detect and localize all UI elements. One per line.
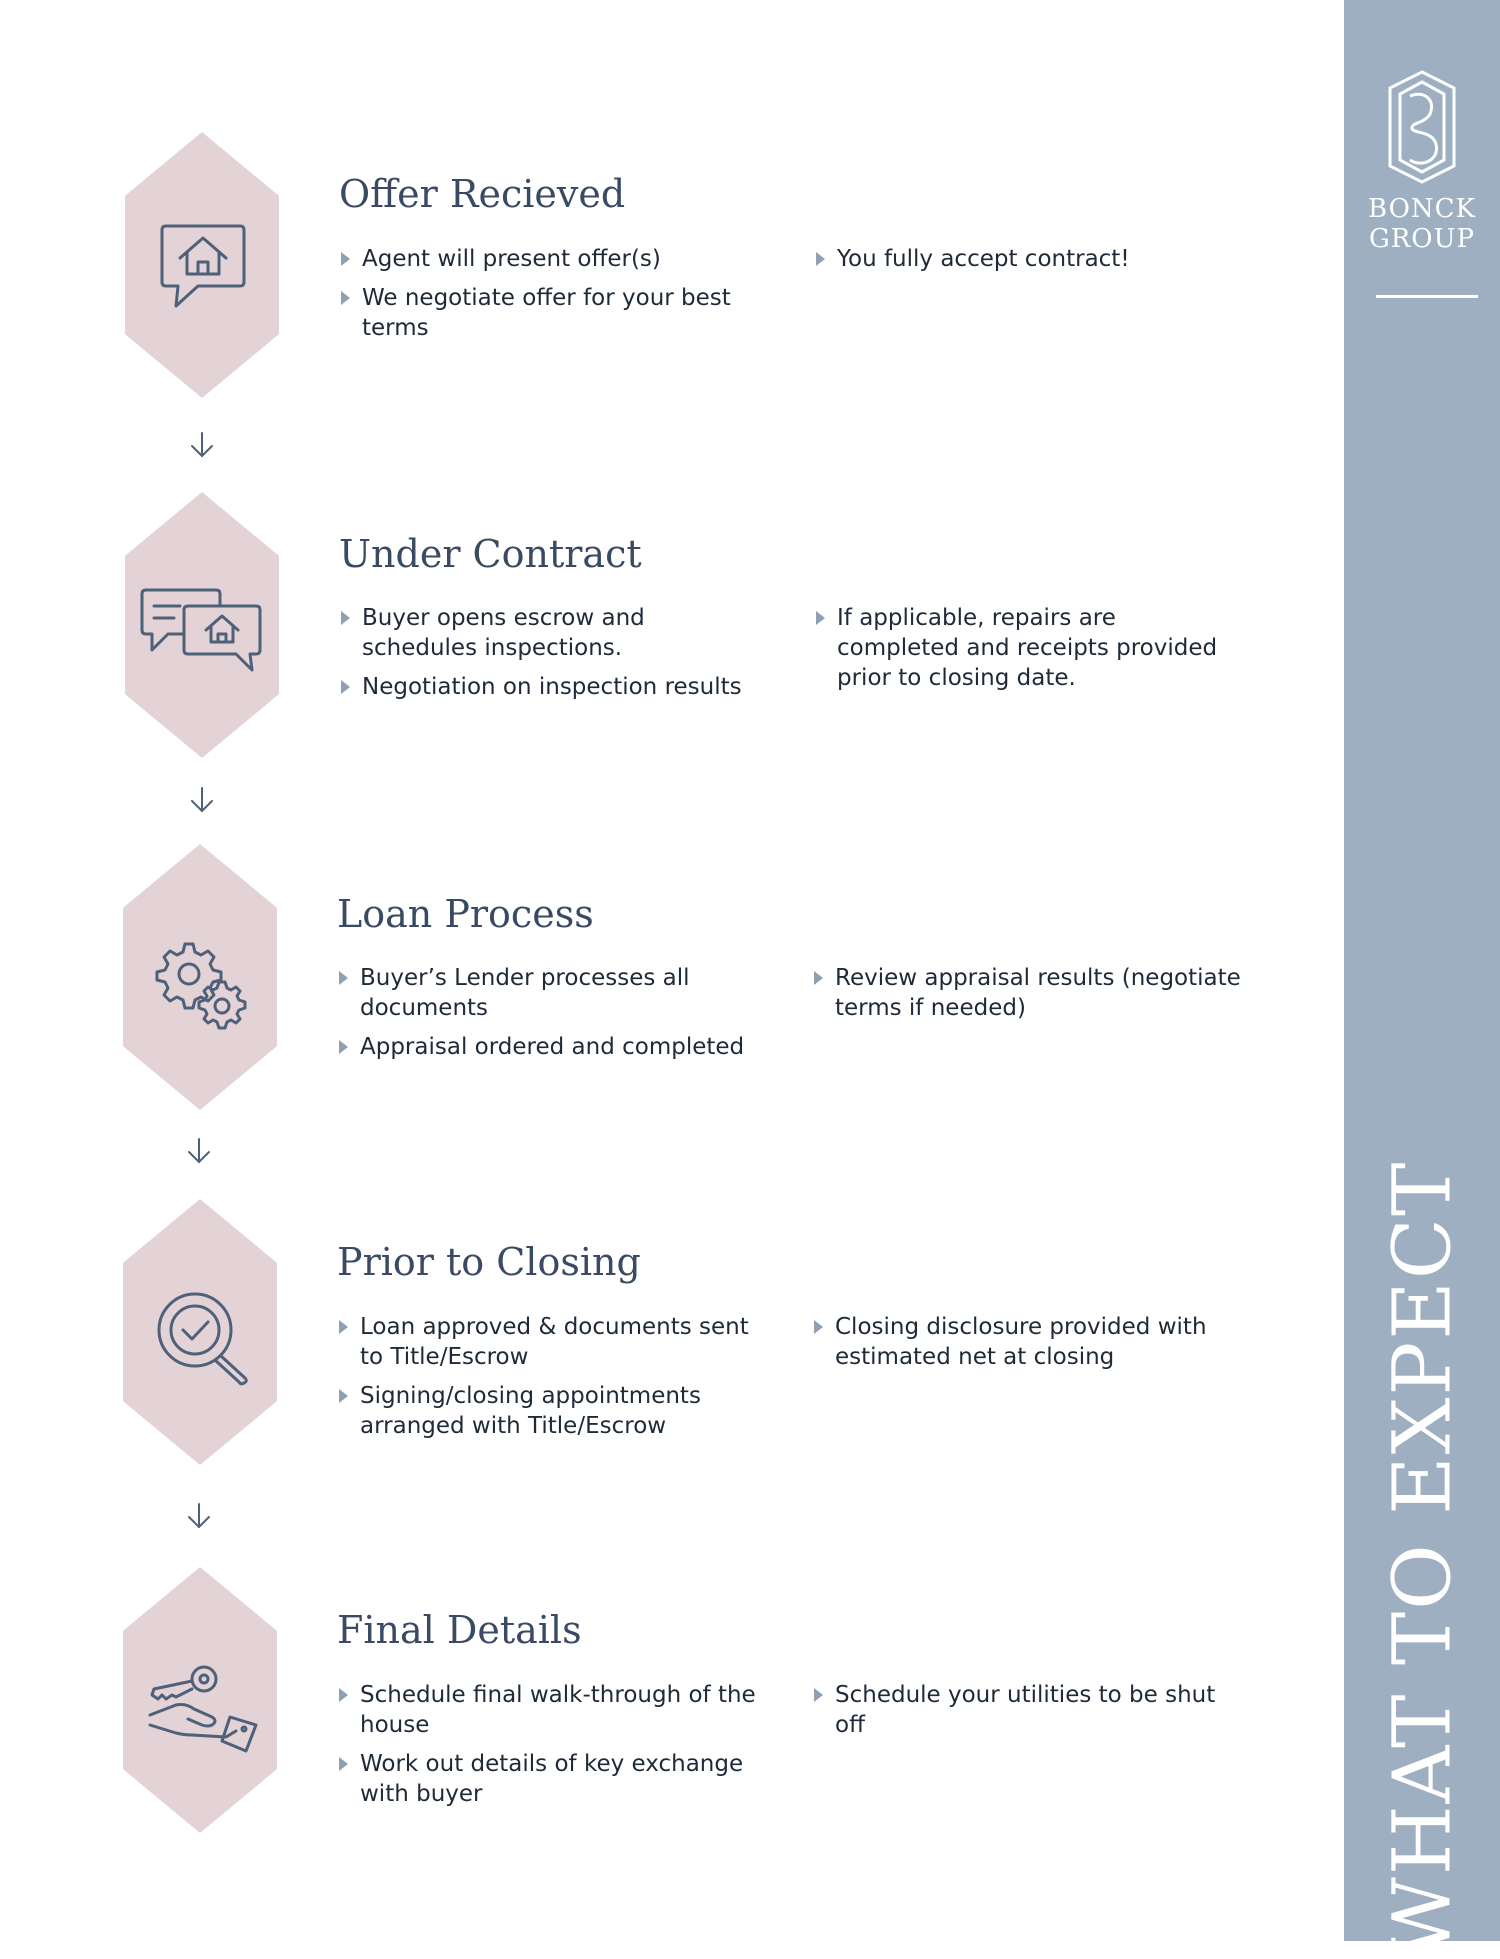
step-right-bullets [813, 963, 1243, 1032]
list-item: Closing disclosure provided with estimated net at closing [813, 1312, 1233, 1372]
list-item: If applicable, repairs are completed and receipts provided prior to closing date. [815, 603, 1235, 693]
brand-name-line2: GROUP [1368, 224, 1476, 254]
step-right-bullets [815, 603, 1235, 702]
step-left-bullets [338, 963, 758, 1071]
brand-name-line1: BONCK [1368, 194, 1476, 224]
arrow-down-icon [187, 430, 217, 460]
brand-monogram-icon [1384, 68, 1460, 186]
list-item: Agent will present offer(s) [340, 244, 740, 274]
key-hand-icon [146, 1659, 258, 1755]
list-item: Buyer’s Lender processes all documents [338, 963, 758, 1023]
list-item: Work out details of key exchange with buyer [338, 1749, 758, 1809]
step-left-bullets [340, 603, 760, 711]
sidebar [1344, 0, 1500, 1959]
list-item: We negotiate offer for your best terms [340, 283, 740, 343]
step-left-bullets [338, 1312, 758, 1450]
step-title: Prior to Closing [337, 1240, 641, 1284]
list-item: Review appraisal results (negotiate terms if needed) [813, 963, 1243, 1023]
logo-divider [1376, 295, 1478, 298]
page-title: WHAT TO EXPECT [1375, 1160, 1469, 1959]
step-right-bullets [813, 1680, 1233, 1749]
list-item: Schedule final walk-through of the house [338, 1680, 758, 1740]
arrow-down-icon [184, 1501, 214, 1531]
magnifier-check-icon [155, 1290, 251, 1386]
step-right-bullets [813, 1312, 1233, 1381]
step-title: Under Contract [339, 532, 642, 576]
list-item: You fully accept contract! [815, 244, 1235, 274]
list-item: Buyer opens escrow and schedules inspections. [340, 603, 760, 663]
step-right-bullets [815, 244, 1235, 283]
list-item: Loan approved & documents sent to Title/Escrow [338, 1312, 758, 1372]
list-item: Negotiation on inspection results [340, 672, 760, 702]
brand-logo [1344, 68, 1500, 254]
step-title: Loan Process [337, 892, 594, 936]
gears-icon [155, 938, 251, 1034]
arrow-down-icon [187, 785, 217, 815]
step-title: Final Details [337, 1608, 582, 1652]
step-title: Offer Recieved [339, 172, 626, 216]
step-left-bullets [340, 244, 740, 352]
list-item: Signing/closing appointments arranged with Title/Escrow [338, 1381, 758, 1441]
house-chat-icon [158, 222, 248, 312]
arrow-down-icon [184, 1136, 214, 1166]
list-item: Appraisal ordered and completed [338, 1032, 758, 1062]
step-left-bullets [338, 1680, 758, 1818]
chat-bubbles-house-icon [140, 586, 264, 676]
list-item: Schedule your utilities to be shut off [813, 1680, 1233, 1740]
